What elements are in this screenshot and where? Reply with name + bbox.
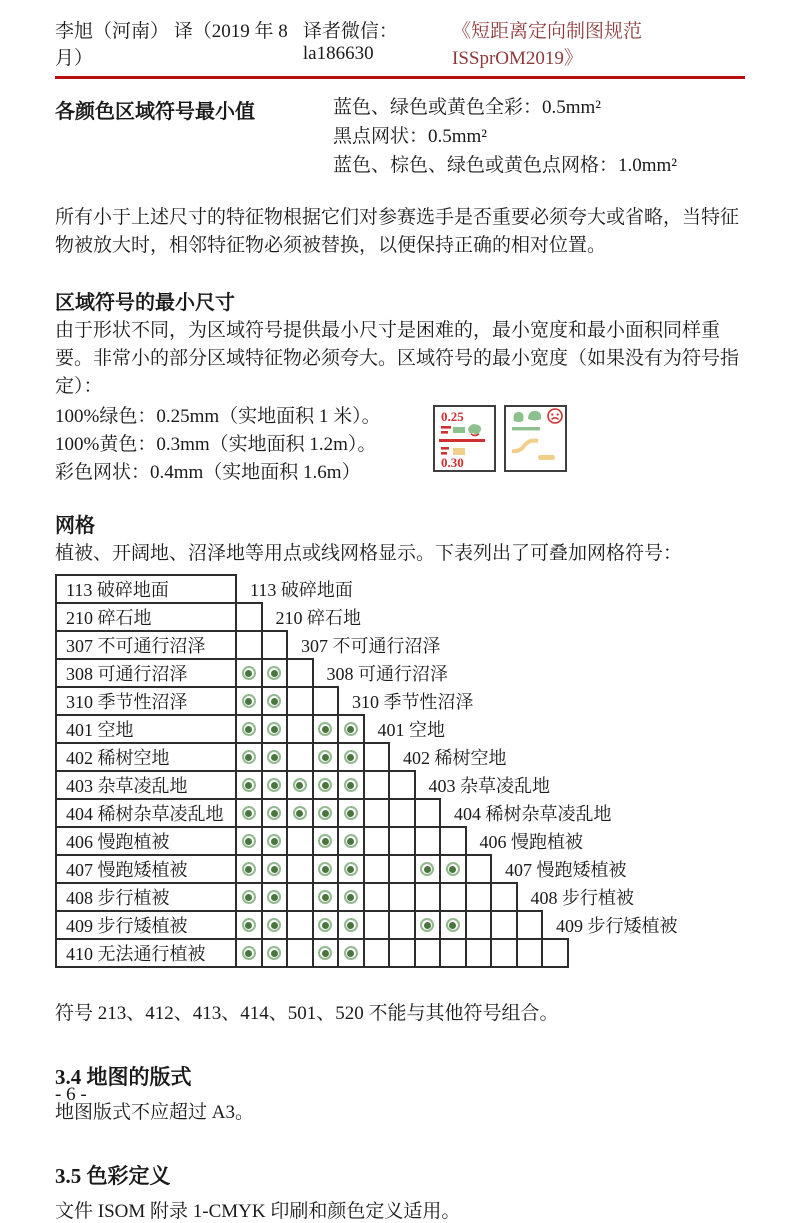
green-dot-center [271, 810, 278, 817]
row-repeat-label: 404 稀树杂草凌乱地 [454, 804, 612, 824]
table-row-box [55, 770, 416, 800]
empty-cell [286, 940, 312, 966]
combinable-cell [261, 940, 287, 966]
row-repeat-label: 402 稀树空地 [403, 748, 507, 768]
table-row-box [55, 686, 339, 716]
empty-cell [261, 632, 287, 658]
row-repeat-label: 406 慢跑植被 [479, 832, 583, 852]
empty-cell [363, 884, 389, 910]
row-name: 408 步行植被 [66, 888, 170, 908]
green-dot-icon [267, 722, 281, 736]
green-dot-icon [344, 862, 358, 876]
combinable-cell [235, 772, 261, 798]
min-area-value-line: 蓝色、绿色或黄色全彩：0.5mm² [333, 97, 602, 118]
section-3-5-body: 文件 ISOM 附录 1-CMYK 印刷和颜色定义适用。 [55, 1201, 461, 1222]
green-dot-icon [242, 778, 256, 792]
table-row [55, 658, 745, 688]
table-row-box [55, 714, 365, 744]
empty-cell [490, 884, 516, 910]
green-dot-center [245, 698, 252, 705]
green-dot-center [245, 950, 252, 957]
green-dot-center [347, 838, 354, 845]
combinable-cell [261, 660, 287, 686]
green-dot-center [322, 754, 329, 761]
empty-cell [439, 940, 465, 966]
empty-cell [286, 660, 312, 686]
green-dot-icon [267, 834, 281, 848]
green-dot-center [245, 782, 252, 789]
green-dot-icon [267, 890, 281, 904]
empty-cell [363, 912, 389, 938]
combinable-cell [312, 800, 338, 826]
combinable-cell [312, 716, 338, 742]
combinable-cell [337, 912, 363, 938]
green-dot-icon [267, 694, 281, 708]
green-dot-icon [242, 918, 256, 932]
row-name: 406 慢跑植被 [66, 832, 170, 852]
green-dot-icon [267, 778, 281, 792]
green-dot-center [271, 866, 278, 873]
empty-cell [388, 940, 414, 966]
combinable-cell [337, 856, 363, 882]
empty-cell [312, 688, 338, 714]
min-width-line: 100%绿色：0.25mm（实地面积 1 米）。 [55, 406, 381, 427]
figure-label-030: 0.30 [440, 455, 464, 470]
row-name: 310 季节性沼泽 [66, 692, 188, 712]
empty-cell [388, 772, 414, 798]
row-repeat-label: 409 步行矮植被 [556, 916, 678, 936]
green-dot-center [424, 866, 431, 873]
combinable-cell [312, 744, 338, 770]
page-header [55, 16, 745, 70]
green-dot-icon [267, 666, 281, 680]
green-dot-center [271, 754, 278, 761]
green-dot-center [271, 670, 278, 677]
empty-cell [363, 744, 389, 770]
green-dot-center [271, 894, 278, 901]
combinable-cell [235, 856, 261, 882]
combinable-cell [286, 800, 312, 826]
empty-cell [465, 940, 491, 966]
combination-table [55, 574, 745, 968]
min-area-values-label: 各颜色区域符号最小值 [55, 101, 255, 123]
green-dot-icon [318, 778, 332, 792]
green-dot-icon [242, 946, 256, 960]
empty-cell [465, 884, 491, 910]
green-dot-icon [267, 750, 281, 764]
combinable-cell [337, 772, 363, 798]
header-rule [55, 76, 745, 79]
empty-cell [414, 884, 440, 910]
table-row-box [55, 938, 569, 968]
table-row-box [55, 602, 263, 632]
green-dot-center [449, 922, 456, 929]
min-dimensions-heading: 区域符号的最小尺寸 [55, 292, 235, 314]
grid-intro: 植被、开阔地、沼泽地等用点或线网格显示。下表列出了可叠加网格符号： [55, 543, 683, 564]
green-dot-center [347, 922, 354, 929]
green-dot-icon [446, 862, 460, 876]
empty-cell [414, 800, 440, 826]
empty-cell [363, 856, 389, 882]
figure-wrong-svg [506, 407, 564, 469]
generalisation-paragraph: 所有小于上述尺寸的特征物根据它们对参赛选手是否重要必须夸大或省略，当特征物被放大时，相邻特征物必须被替换，以便保持正确的相对位置。 [55, 207, 740, 256]
green-dot-icon [242, 890, 256, 904]
green-dot-icon [344, 890, 358, 904]
sad-face-icon [548, 409, 562, 423]
green-dot-center [347, 782, 354, 789]
green-dot-icon [242, 722, 256, 736]
green-dot-center [271, 698, 278, 705]
combinable-cell [261, 716, 287, 742]
empty-cell [516, 912, 542, 938]
green-dot-center [245, 866, 252, 873]
min-area-values-list [333, 93, 677, 180]
row-name: 410 无法通行植被 [66, 944, 206, 964]
table-row [55, 630, 745, 660]
section-3-4-heading: 3.4 地图的版式 [55, 1065, 192, 1089]
page-number: - 6 - [55, 1084, 87, 1105]
table-row-box [55, 910, 543, 940]
green-dot-center [245, 922, 252, 929]
document-title: 《短距离定向制图规范 ISSprOM2019》 [452, 21, 643, 69]
green-dot-center [271, 782, 278, 789]
combinable-cell [337, 884, 363, 910]
row-repeat-label: 308 可通行沼泽 [326, 664, 448, 684]
row-repeat-label: 403 杂草凌乱地 [428, 776, 550, 796]
green-dot-center [271, 950, 278, 957]
green-dot-center [449, 866, 456, 873]
empty-cell [235, 632, 261, 658]
row-name: 403 杂草凌乱地 [66, 776, 188, 796]
combinable-cell [312, 912, 338, 938]
row-repeat-label: 401 空地 [377, 720, 445, 740]
combinable-cell [261, 884, 287, 910]
table-row [55, 854, 745, 884]
green-dot-icon [242, 862, 256, 876]
combinable-cell [261, 828, 287, 854]
empty-cell [465, 856, 491, 882]
table-row [55, 714, 745, 744]
green-dot-icon [420, 918, 434, 932]
empty-cell [235, 604, 261, 630]
row-name: 307 不可通行沼泽 [66, 636, 206, 656]
empty-cell [286, 744, 312, 770]
combinable-cell [235, 688, 261, 714]
combinable-cell [337, 800, 363, 826]
min-width-lines [55, 403, 381, 487]
green-dot-icon [267, 918, 281, 932]
combinable-cell [261, 800, 287, 826]
table-row-box [55, 826, 467, 856]
green-dot-center [245, 726, 252, 733]
combinable-cell [286, 772, 312, 798]
empty-cell [490, 912, 516, 938]
empty-cell [286, 856, 312, 882]
table-row-box [55, 574, 237, 604]
table-row [55, 574, 745, 604]
empty-cell [286, 688, 312, 714]
green-dot-icon [242, 834, 256, 848]
combinable-cell [312, 884, 338, 910]
empty-cell [388, 912, 414, 938]
empty-cell [541, 940, 567, 966]
combinable-cell [235, 912, 261, 938]
empty-cell [388, 856, 414, 882]
green-dot-icon [293, 806, 307, 820]
translator-credit: 李旭（河南） 译（2019 年 8 月） [55, 21, 288, 69]
green-dot-center [322, 782, 329, 789]
green-dot-center [245, 894, 252, 901]
row-repeat-label: 210 碎石地 [275, 608, 361, 628]
empty-cell [286, 828, 312, 854]
empty-cell [286, 912, 312, 938]
table-row [55, 938, 745, 968]
combinable-cell [312, 772, 338, 798]
table-row-box [55, 882, 518, 912]
empty-cell [439, 884, 465, 910]
green-dot-icon [242, 666, 256, 680]
green-dot-icon [446, 918, 460, 932]
green-dot-icon [318, 722, 332, 736]
empty-cell [516, 940, 542, 966]
green-dot-center [271, 726, 278, 733]
empty-cell [363, 828, 389, 854]
green-dot-icon [344, 778, 358, 792]
combination-note: 符号 213、412、413、414、501、520 不能与其他符号组合。 [55, 1003, 559, 1024]
empty-cell [363, 940, 389, 966]
green-dot-icon [293, 778, 307, 792]
row-repeat-label: 307 不可通行沼泽 [301, 636, 441, 656]
min-width-line: 彩色网状：0.4mm（实地面积 1.6m） [55, 462, 361, 483]
green-dot-center [296, 782, 303, 789]
green-dot-center [271, 838, 278, 845]
empty-cell [465, 912, 491, 938]
row-name: 409 步行矮植被 [66, 916, 188, 936]
row-repeat-label: 407 慢跑矮植被 [505, 860, 627, 880]
combinable-cell [235, 884, 261, 910]
empty-cell [414, 828, 440, 854]
grid-heading: 网格 [55, 515, 95, 537]
combinable-cell [414, 856, 440, 882]
min-dimensions-paragraph: 由于形状不同，为区域符号提供最小尺寸是困难的，最小宽度和最小面积同样重要。非常小的部分区域特征物必须夸大。区域符号的最小宽度（如果没有为符号指定）： [55, 320, 740, 397]
table-row [55, 826, 745, 856]
table-row-box [55, 658, 314, 688]
combinable-cell [261, 688, 287, 714]
green-dot-center [322, 894, 329, 901]
table-row-box [55, 798, 441, 828]
green-dot-center [322, 810, 329, 817]
green-dot-icon [242, 806, 256, 820]
green-dot-center [322, 726, 329, 733]
empty-cell [414, 940, 440, 966]
row-repeat-label: 113 破碎地面 [250, 580, 353, 600]
green-dot-icon [344, 946, 358, 960]
table-row-box [55, 854, 492, 884]
green-dot-icon [242, 694, 256, 708]
combinable-cell [235, 800, 261, 826]
min-area-value-line: 黑点网状：0.5mm² [333, 126, 488, 147]
table-row [55, 602, 745, 632]
green-dot-center [347, 894, 354, 901]
green-dot-icon [267, 862, 281, 876]
empty-cell [286, 716, 312, 742]
empty-cell [388, 884, 414, 910]
green-dot-icon [318, 834, 332, 848]
combinable-cell [235, 716, 261, 742]
green-dot-center [322, 950, 329, 957]
min-width-line: 100%黄色：0.3mm（实地面积 1.2m）。 [55, 434, 377, 455]
combinable-cell [337, 716, 363, 742]
green-dot-icon [344, 918, 358, 932]
empty-cell [363, 772, 389, 798]
combinable-cell [337, 940, 363, 966]
row-name: 401 空地 [66, 720, 134, 740]
combinable-cell [337, 828, 363, 854]
min-area-values-section [55, 93, 745, 180]
figure-wrong-example [504, 405, 567, 472]
section-3-4-body: 地图版式不应超过 A3。 [55, 1102, 254, 1123]
combinable-cell [312, 856, 338, 882]
green-dot-icon [318, 750, 332, 764]
green-dot-icon [344, 806, 358, 820]
green-dot-center [347, 810, 354, 817]
combinable-cell [261, 744, 287, 770]
combinable-cell [312, 828, 338, 854]
combinable-cell [235, 940, 261, 966]
green-dot-icon [267, 946, 281, 960]
green-dot-icon [242, 750, 256, 764]
row-name: 407 慢跑矮植被 [66, 860, 188, 880]
min-width-section [55, 403, 745, 487]
green-dot-icon [318, 946, 332, 960]
figure-correct-svg [435, 407, 493, 469]
combinable-cell [414, 912, 440, 938]
combinable-cell [235, 828, 261, 854]
green-dot-center [347, 726, 354, 733]
green-dot-center [322, 866, 329, 873]
figure-label-025: 0.25 [440, 409, 464, 424]
combinable-cell [235, 660, 261, 686]
table-row [55, 882, 745, 912]
green-dot-center [245, 810, 252, 817]
row-repeat-label: 408 步行植被 [530, 888, 634, 908]
green-dot-icon [420, 862, 434, 876]
green-dot-icon [267, 806, 281, 820]
green-dot-icon [318, 890, 332, 904]
combinable-cell [261, 772, 287, 798]
table-row [55, 742, 745, 772]
green-dot-icon [318, 806, 332, 820]
table-row-box [55, 630, 288, 660]
empty-cell [388, 800, 414, 826]
empty-cell [286, 884, 312, 910]
green-dot-center [424, 922, 431, 929]
row-name: 402 稀树空地 [66, 748, 170, 768]
combinable-cell [312, 940, 338, 966]
combinable-cell [261, 856, 287, 882]
green-dot-center [296, 810, 303, 817]
combinable-cell [439, 856, 465, 882]
table-row [55, 798, 745, 828]
empty-cell [388, 828, 414, 854]
combinable-cell [337, 744, 363, 770]
green-dot-icon [344, 722, 358, 736]
green-dot-center [347, 866, 354, 873]
empty-cell [363, 800, 389, 826]
row-name: 404 稀树杂草凌乱地 [66, 804, 224, 824]
green-dot-center [245, 838, 252, 845]
translator-wechat: 译者微信：la186630 [302, 21, 398, 64]
combinable-cell [439, 912, 465, 938]
table-row [55, 686, 745, 716]
green-dot-center [245, 754, 252, 761]
green-dot-center [347, 950, 354, 957]
green-dot-icon [344, 750, 358, 764]
figure-correct-example [433, 405, 496, 472]
row-name: 210 碎石地 [66, 608, 152, 628]
row-name: 308 可通行沼泽 [66, 664, 188, 684]
green-dot-center [322, 922, 329, 929]
combinable-cell [261, 912, 287, 938]
combinable-cell [235, 744, 261, 770]
table-row-box [55, 742, 390, 772]
table-row [55, 770, 745, 800]
green-dot-icon [318, 918, 332, 932]
row-repeat-label: 310 季节性沼泽 [352, 692, 474, 712]
green-dot-center [271, 922, 278, 929]
green-dot-icon [318, 862, 332, 876]
green-dot-center [322, 838, 329, 845]
green-dot-center [347, 754, 354, 761]
empty-cell [490, 940, 516, 966]
table-row [55, 910, 745, 940]
section-3-5-heading: 3.5 色彩定义 [55, 1164, 171, 1188]
min-width-example-figure [433, 405, 567, 487]
green-dot-center [245, 670, 252, 677]
green-dot-icon [344, 834, 358, 848]
row-name: 113 破碎地面 [66, 580, 169, 600]
min-area-value-line: 蓝色、棕色、绿色或黄色点网格：1.0mm² [333, 155, 678, 176]
empty-cell [439, 828, 465, 854]
